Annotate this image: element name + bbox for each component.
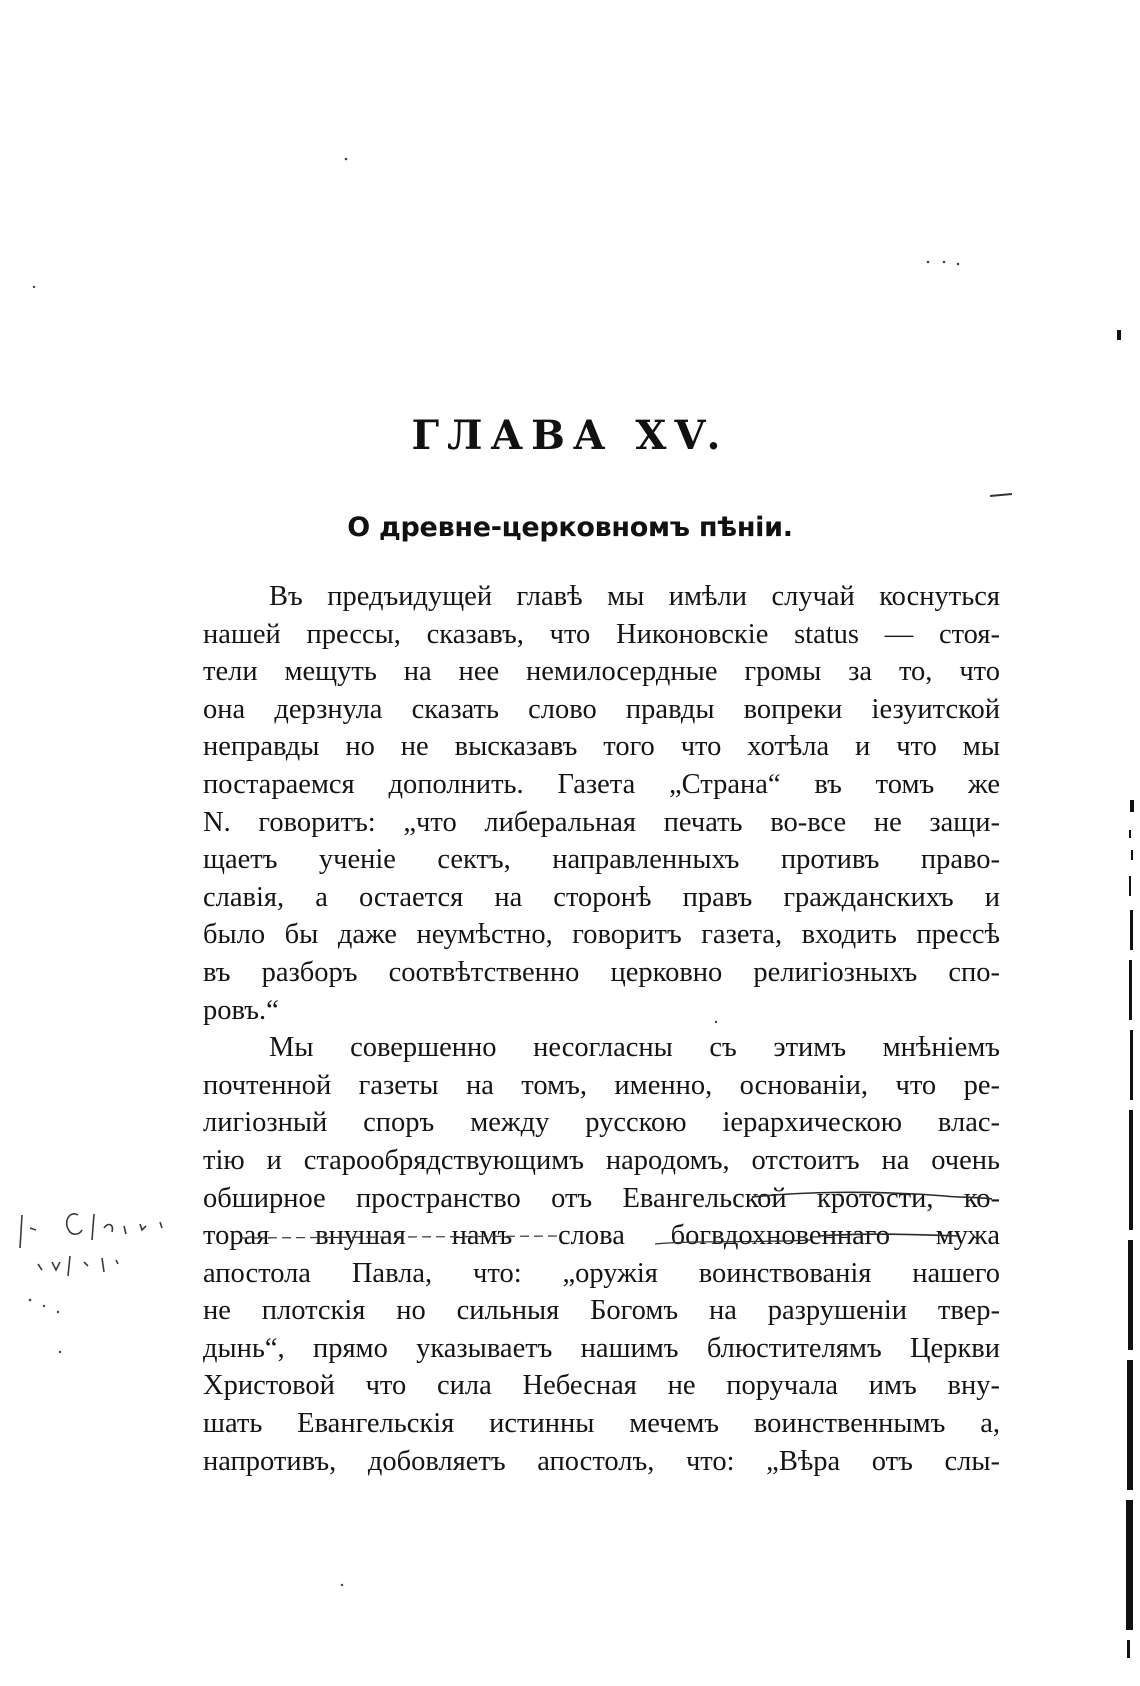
text-line: было бы даже неумѣстно, говоритъ газета, входить прессѣ bbox=[203, 919, 1000, 951]
text-line: тію и старообрядствующимъ народомъ, отстоитъ на очень bbox=[203, 1144, 1000, 1176]
text-line: Мы совершенно несогласны съ этимъ мнѣніемъ bbox=[269, 1032, 1000, 1064]
text-line: не плотскія но сильныя Богомъ на разрушеніи твер- bbox=[203, 1295, 1000, 1327]
text-line: шать Евангельскія истинны мечемъ воинственнымъ а, bbox=[203, 1408, 1000, 1440]
text-line: лигіозный споръ между русскою іерархическою влас- bbox=[203, 1107, 1000, 1139]
text-line: въ разборъ соотвѣтственно церковно религіозныхъ спо- bbox=[203, 956, 1000, 988]
margin-handwriting bbox=[20, 1214, 162, 1276]
text-line: постараемся дополнить. Газета „Страна“ въ томъ же bbox=[203, 768, 1000, 800]
text-line: напротивъ, добовляетъ апостолъ, что: „Вѣра отъ слы- bbox=[203, 1445, 1000, 1477]
text-line: щаетъ ученіе сектъ, направленныхъ противъ право- bbox=[203, 844, 1000, 876]
text-line: Христовой что сила Небесная не поручала имъ вну- bbox=[203, 1370, 1000, 1402]
text-line: славія, а остается на сторонѣ правъ гражданскихъ и bbox=[203, 881, 1000, 913]
text-line: дынь“, прямо указываетъ нашимъ блюстителямъ Церкви bbox=[203, 1332, 1000, 1364]
text-line: торая внушая намъ слова богвдохновеннаго мужа bbox=[203, 1220, 1000, 1252]
text-line: тели мещуть на нее немилосердные громы за то, что bbox=[203, 656, 1000, 688]
text-line: Въ предъидущей главѣ мы имѣли случай коснуться bbox=[269, 581, 1000, 612]
text-line: ровъ.“ bbox=[203, 994, 279, 1026]
text-line: обширное пространство отъ Евангельской кротости, ко- bbox=[203, 1182, 1000, 1214]
text-line: N. говоритъ: „что либеральная печать во-все не защи- bbox=[203, 806, 1000, 838]
text-line: почтенной газеты на томъ, именно, основаніи, что ре- bbox=[203, 1069, 1000, 1101]
body-text bbox=[203, 578, 1000, 1480]
text-line: неправды но не высказавъ того что хотѣла и что мы bbox=[203, 731, 1000, 763]
chapter-heading: ГЛАВА XV. bbox=[411, 412, 729, 459]
chapter-subtitle: О древне-церковномъ пѣніи. bbox=[347, 512, 793, 543]
text-line: апостола Павла, что: „оружія воинствованія нашего bbox=[203, 1257, 1000, 1289]
text-line: нашей прессы, сказавъ, что Никоновскіе status — стоя- bbox=[203, 618, 1000, 650]
scan-artifact bbox=[990, 494, 1012, 496]
text-line: она дерзнула сказать слово правды вопреки іезуитской bbox=[203, 693, 1000, 725]
